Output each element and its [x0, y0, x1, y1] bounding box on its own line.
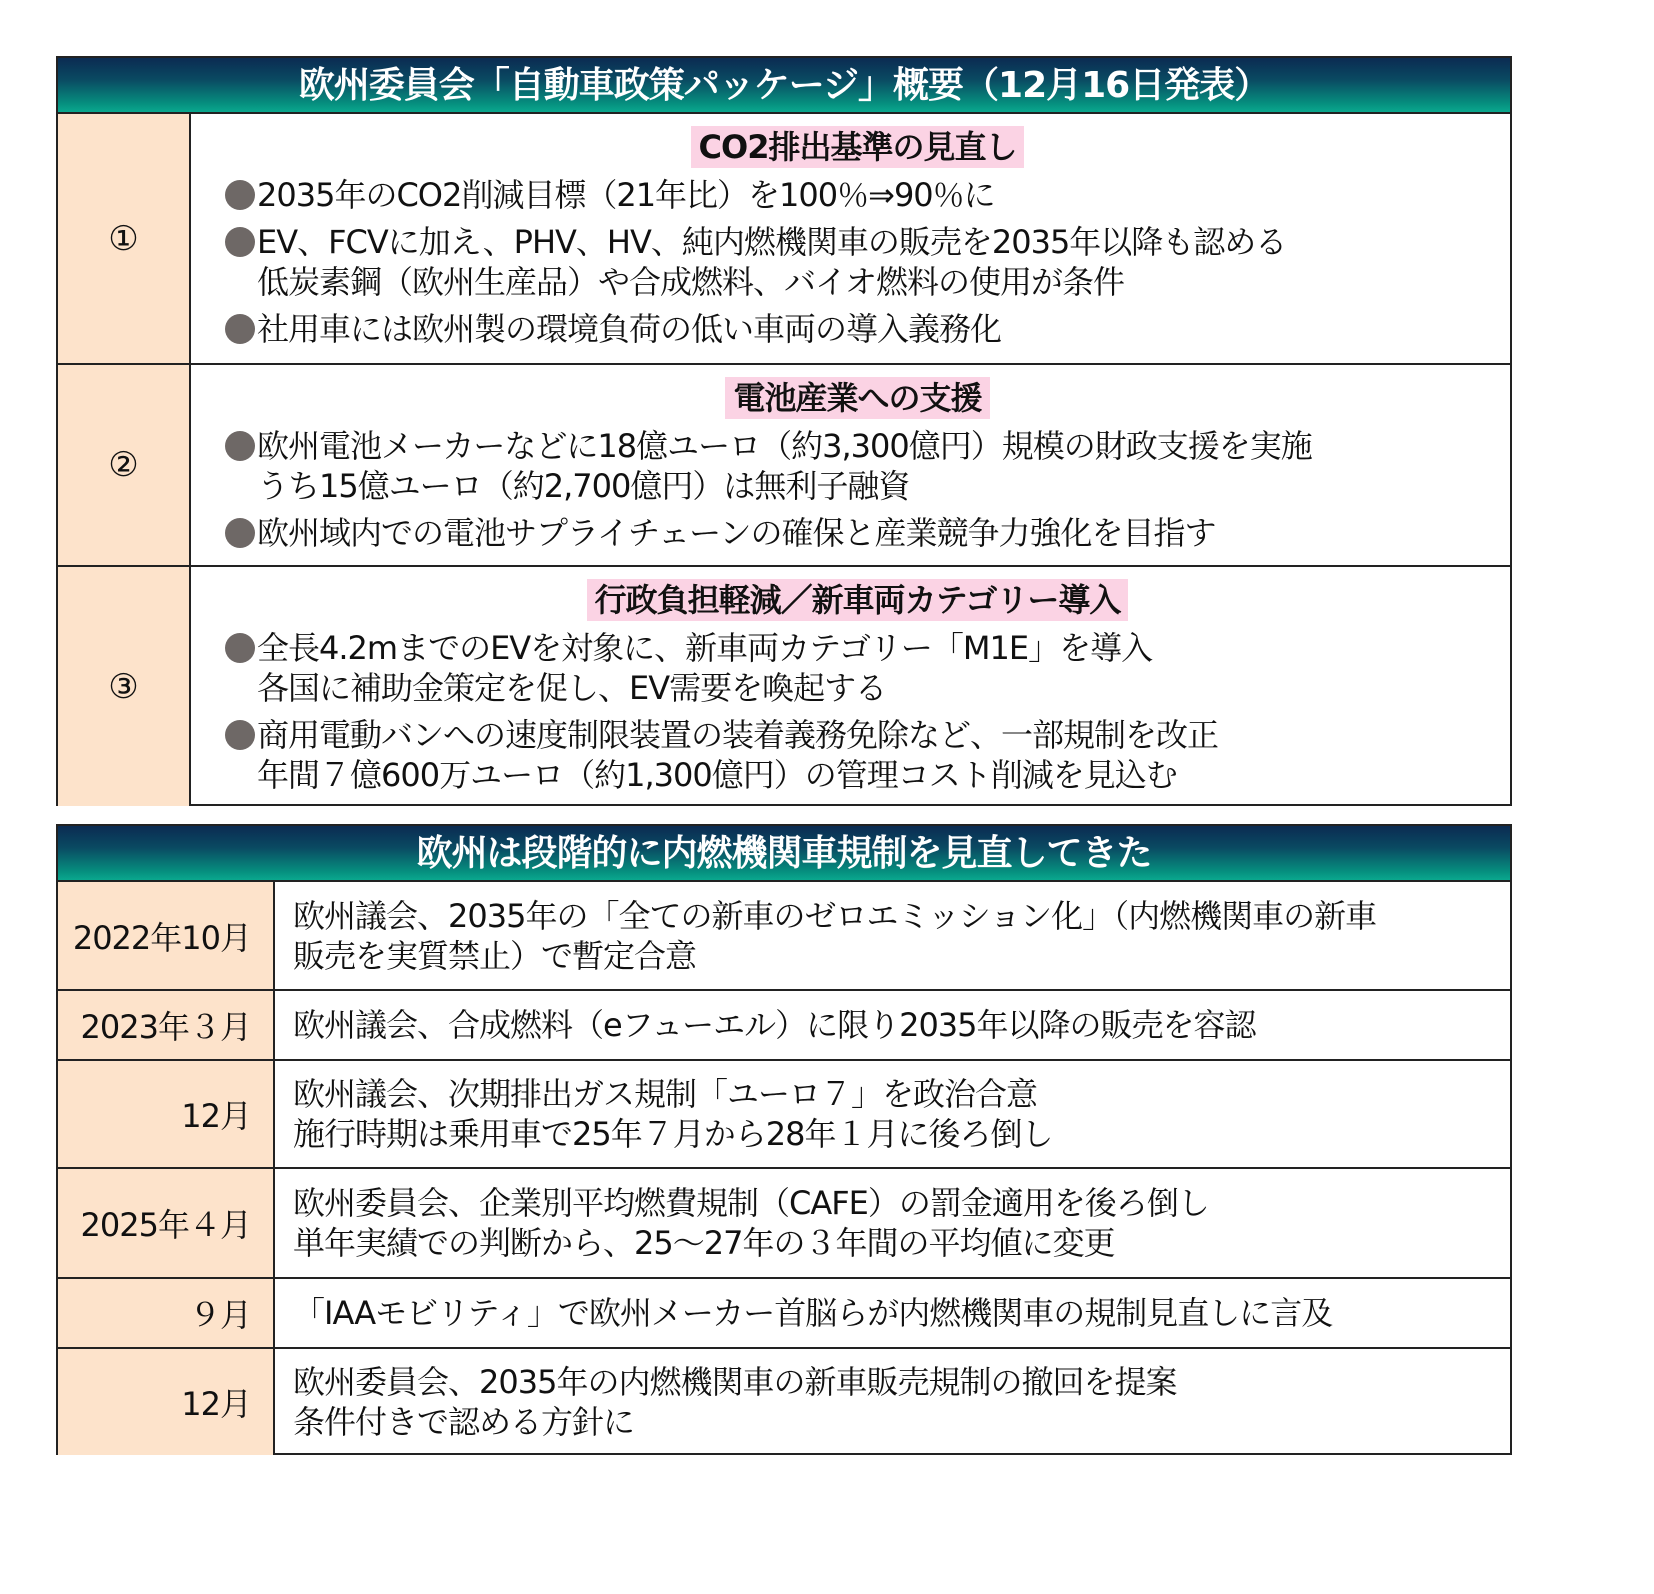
timeline-row — [58, 1061, 1510, 1169]
timeline-event — [275, 1279, 1510, 1347]
timeline-row — [58, 1169, 1510, 1279]
row-number-label: ② — [58, 365, 191, 565]
timeline-title: 欧州は段階的に内燃機関車規制を見直してきた — [58, 826, 1510, 882]
row-content — [191, 365, 1510, 565]
bullet-item — [225, 715, 1490, 795]
row-content — [191, 567, 1510, 806]
event-text: 欧州委員会、企業別平均燃費規制（CAFE）の罰金適用を後ろ倒し — [293, 1184, 1209, 1222]
timeline-event — [275, 1061, 1510, 1167]
policy-package-table — [56, 56, 1512, 806]
bullet-text-continued: 各国に補助金策定を促し、EV需要を喚起する — [257, 669, 887, 707]
bullet-text-continued: 年間７億600万ユーロ（約1,300億円）の管理コスト削減を見込む — [257, 756, 1177, 794]
bullet-text: 欧州域内での電池サプライチェーンの確保と産業競争力強化を目指す — [257, 514, 1216, 552]
bullet-dot-icon — [225, 633, 255, 663]
event-text-continued: 単年実績での判断から、25〜27年の３年間の平均値に変更 — [293, 1224, 1115, 1262]
event-text: 欧州議会、合成燃料（eフューエル）に限り2035年以降の販売を容認 — [293, 1006, 1256, 1044]
timeline-event — [275, 991, 1510, 1059]
bullet-text-continued: 低炭素鋼（欧州生産品）や合成燃料、バイオ燃料の使用が条件 — [257, 263, 1125, 301]
bullet-dot-icon — [225, 227, 255, 257]
bullet-dot-icon — [225, 518, 255, 548]
timeline-date: 2025年４月 — [58, 1169, 275, 1277]
timeline-date: 12月 — [58, 1349, 275, 1455]
package-row-1 — [58, 114, 1510, 365]
regulation-timeline-table — [56, 824, 1512, 1455]
bullet-text: 欧州電池メーカーなどに18億ユーロ（約3,300億円）規模の財政支援を実施 — [257, 427, 1312, 465]
timeline-row — [58, 1279, 1510, 1349]
row-number-label: ① — [58, 114, 191, 363]
event-text: 欧州委員会、2035年の内燃機関車の新車販売規制の撤回を提案 — [293, 1363, 1177, 1401]
bullet-dot-icon — [225, 431, 255, 461]
timeline-row — [58, 1349, 1510, 1455]
section-title: 行政負担軽減／新車両カテゴリー導入 — [587, 579, 1129, 621]
event-text: 「IAAモビリティ」で欧州メーカー首脳らが内燃機関車の規制見直しに言及 — [293, 1294, 1333, 1332]
event-text-continued: 施行時期は乗用車で25年７月から28年１月に後ろ倒し — [293, 1115, 1053, 1153]
timeline-date: 2023年３月 — [58, 991, 275, 1059]
event-text: 欧州議会、次期排出ガス規制「ユーロ７」を政治合意 — [293, 1075, 1038, 1113]
bullet-dot-icon — [225, 720, 255, 750]
timeline-date: 12月 — [58, 1061, 275, 1167]
timeline-row — [58, 991, 1510, 1061]
row-number-label: ③ — [58, 567, 191, 806]
timeline-event — [275, 882, 1510, 989]
package-row-3 — [58, 567, 1510, 806]
bullet-item — [225, 426, 1490, 506]
event-text: 欧州議会、2035年の「全ての新車のゼロエミッション化」（内燃機関車の新車 — [293, 896, 1377, 935]
bullet-text: 商用電動バンへの速度制限装置の装着義務免除など、一部規制を改正 — [257, 716, 1219, 754]
bullet-text: 社用車には欧州製の環境負荷の低い車両の導入義務化 — [257, 310, 1002, 348]
bullet-item — [225, 309, 1490, 349]
bullet-text-continued: うち15億ユーロ（約2,700億円）は無利子融資 — [257, 467, 910, 505]
bullet-item — [225, 628, 1490, 708]
timeline-event — [275, 1169, 1510, 1277]
event-text-continued: 条件付きで認める方針に — [293, 1403, 635, 1441]
policy-package-title: 欧州委員会「自動車政策パッケージ」概要（12月16日発表） — [58, 58, 1510, 114]
bullet-text: EV、FCVに加え、PHV、HV、純内燃機関車の販売を2035年以降も認める — [257, 223, 1287, 261]
bullet-item — [225, 175, 1490, 215]
timeline-date: ９月 — [58, 1279, 275, 1347]
section-title: CO2排出基準の見直し — [691, 126, 1025, 168]
package-row-2 — [58, 365, 1510, 567]
bullet-item — [225, 513, 1490, 553]
section-title: 電池産業への支援 — [725, 377, 989, 419]
timeline-event — [275, 1349, 1510, 1455]
bullet-dot-icon — [225, 180, 255, 210]
timeline-date: 2022年10月 — [58, 882, 275, 989]
row-content — [191, 114, 1510, 363]
bullet-text: 全長4.2mまでのEVを対象に、新車両カテゴリー「M1E」を導入 — [257, 629, 1153, 667]
bullet-text: 2035年のCO2削減目標（21年比）を100％⇒90％に — [257, 176, 995, 214]
bullet-dot-icon — [225, 314, 255, 344]
bullet-item — [225, 222, 1490, 302]
timeline-row — [58, 882, 1510, 991]
event-text-continued: 販売を実質禁止）で暫定合意 — [293, 936, 697, 975]
